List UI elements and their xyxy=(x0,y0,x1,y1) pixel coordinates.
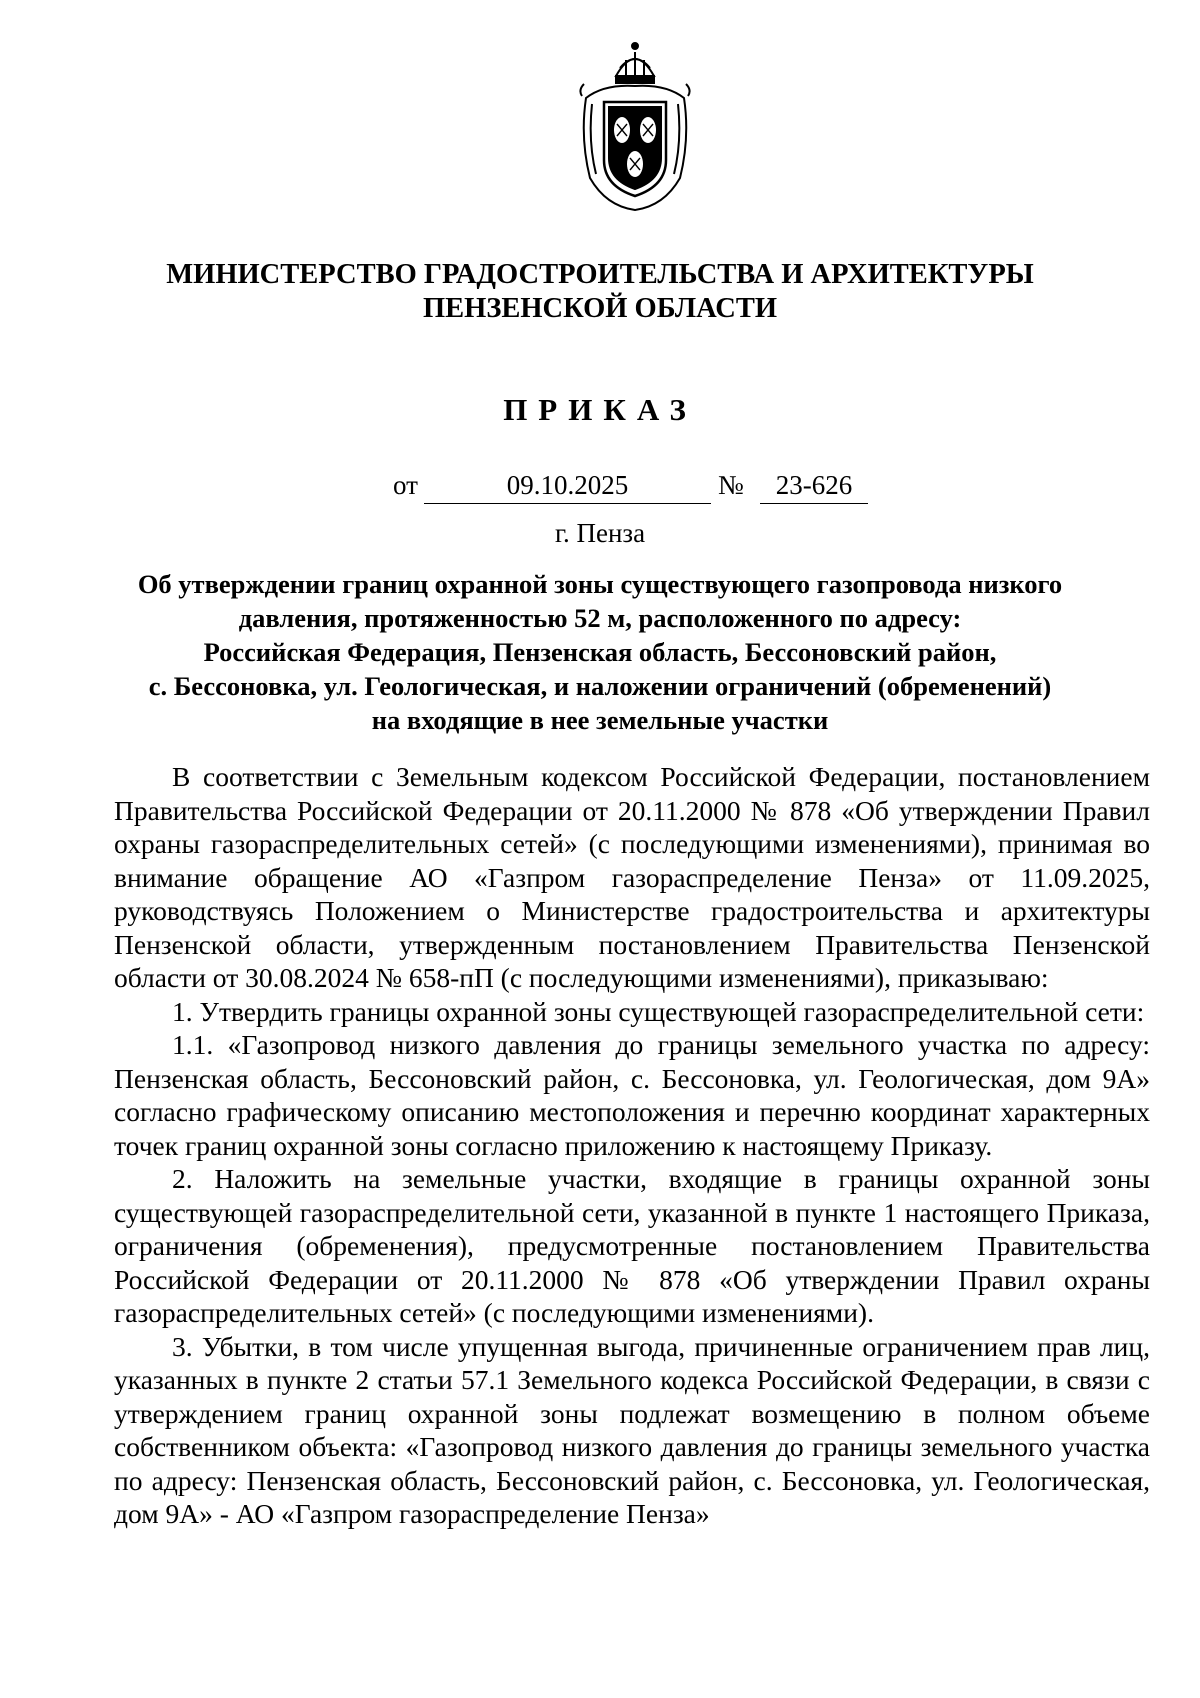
ministry-name-line1: МИНИСТЕРСТВО ГРАДОСТРОИТЕЛЬСТВА И АРХИТЕКТУРЫ xyxy=(166,259,1034,290)
ministry-name xyxy=(60,258,1140,326)
document-type: ПРИКАЗ xyxy=(503,392,697,427)
item-2-paragraph: 2. Наложить на земельные участки, входящие в границы охранной зоны существующей газораспределительной сети, указанной в пункте 1 настоящего Приказа, ограничения (обременения), предусмотренные постановлением Правительства Российской Федерации от 20.11.2000 № 878 «Об утверждении Правил охраны газораспределительных сетей» (с последующими изменениями). xyxy=(114,1163,1150,1328)
item-1-1-paragraph: 1.1. «Газопровод низкого давления до границы земельного участка по адресу: Пензенская область, Бессоновский район, с. Бессоновка, ул. Геологическая, дом 9А» согласно графическому описанию местоположения и перечню координат характерных точек границ охранной зоны согласно приложению к настоящему Приказу. xyxy=(114,1029,1150,1161)
document-date: 09.10.2025 xyxy=(506,470,629,500)
subject-line: давления, протяженностью 52 м, расположенного по адресу: xyxy=(238,603,962,633)
ministry-name-line2: ПЕНЗЕНСКОЙ ОБЛАСТИ xyxy=(422,293,778,324)
date-underline xyxy=(424,503,711,504)
item-3-paragraph: 3. Убытки, в том числе упущенная выгода, причиненные ограничением прав лиц, указанных в пункте 2 статьи 57.1 Земельного кодекса Российской Федерации, в связи с утверждением границ охранной зоны подлежат возмещению в полном объеме собственником объекта: «Газопровод низкого давления до границы земельного участка по адресу: Пензенская область, Бессоновский район, с. Бессоновка, ул. Геологическая, дом 9А» - АО «Газпром газораспределение Пенза» xyxy=(114,1330,1150,1529)
subject-line: Об утверждении границ охранной зоны существующего газопровода низкого xyxy=(137,569,1063,599)
city: г. Пенза xyxy=(554,518,646,548)
item-1-paragraph: 1. Утвердить границы охранной зоны существующей газораспределительной сети: xyxy=(172,995,1145,1027)
subject-line: на входящие в нее земельные участки xyxy=(371,705,829,735)
subject-line: с. Бессоновка, ул. Геологическая, и наложении ограничений (обременений) xyxy=(148,671,1052,701)
subject-line: Российская Федерация, Пензенская область, Бессоновский район, xyxy=(203,637,997,667)
date-number-row xyxy=(0,470,1200,510)
number-label: № xyxy=(718,470,744,500)
coat-of-arms-icon xyxy=(576,38,694,214)
preamble-paragraph: В соответствии с Земельным кодексом Российской Федерации, постановлением Правительства Российской Федерации от 20.11.2000 № 878 «Об утверждении Правил охраны газораспределительных сетей» (с последующими изменениями), принимая во внимание обращение АО «Газпром газораспределение Пенза» от 11.09.2025, руководствуясь Положением о Министерстве градостроительства и архитектуры Пензенской области, утвержденным постановлением Правительства Пензенской области от 30.08.2024 № 658-пП (с последующими изменениями), приказываю: xyxy=(114,761,1150,993)
document-number: 23-626 xyxy=(775,470,853,500)
number-underline xyxy=(760,503,868,504)
document-subject xyxy=(90,567,1110,737)
date-label: от xyxy=(393,470,418,500)
document-body xyxy=(114,760,1150,1531)
